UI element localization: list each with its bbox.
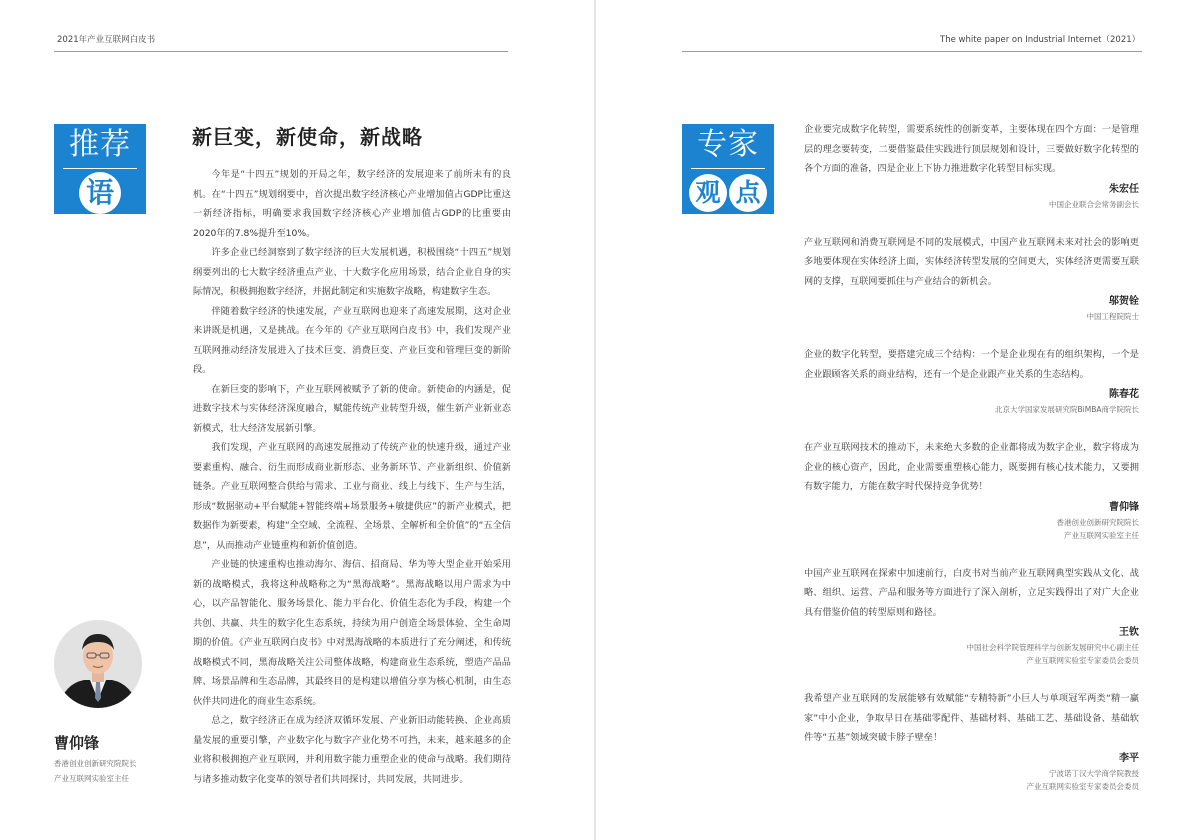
quote-author: 邬贺铨	[1109, 296, 1139, 307]
quote-author: 陈春花	[1109, 389, 1139, 400]
quote-text: 在产业互联网技术的推动下，未来绝大多数的企业都将成为数字企业，数字将成为企业的核心资产，因此，企业需要重塑核心能力，既要拥有核心技术能力，又要拥有数字能力，方能在数字时代保持竞争优势！	[804, 442, 1139, 492]
quote-role: 宁波诺丁汉大学商学院教授	[1049, 768, 1139, 778]
badge-top-text: 专家	[697, 127, 759, 162]
quote-text: 中国产业互联网在探索中加速前行，白皮书对当前产业互联网典型实践从文化、战略、组织、运营、产品和服务等方面进行了深入剖析，立足实践得出了对广大企业具有借鉴价值的转型原则和路径。	[804, 567, 1139, 618]
quote-text: 企业的数字化转型，要搭建完成三个结构：一个是企业现在有的组织架构，一个是企业跟顾客关系的商业结构，还有一个是企业跟产业关系的生态结构。	[804, 349, 1139, 380]
author-title-2: 产业互联网实验室主任	[54, 774, 129, 783]
quote-role: 产业互联网实验室主任	[1064, 530, 1139, 540]
author-photo-illustration	[54, 620, 142, 708]
badge-divider	[691, 168, 765, 169]
header-rule-left	[54, 51, 508, 52]
quote-author: 朱宏任	[1109, 183, 1139, 195]
expert-badge	[682, 124, 774, 214]
quote-text: 我希望产业互联网的发展能够有效赋能“专精特新”小巨人与单项冠军两类“精一赢家”中小企业，争取早日在基础零配件、基础材料、基础工艺、基础设备、基础软件等“五基”领域突破卡脖子壁垒！	[804, 693, 1139, 743]
expert-quote	[804, 438, 1139, 542]
page-header-right: The white paper on Industrial Internet（2021）	[940, 35, 1141, 45]
quote-author: 王钦	[1119, 627, 1139, 638]
left-page	[0, 0, 594, 840]
right-page	[596, 0, 1190, 840]
expert-quote	[804, 689, 1139, 793]
quote-role: 北京大学国家发展研究院BiMBA商学院院长	[995, 405, 1139, 414]
author-title-1: 香港创业创新研究院院长	[54, 759, 137, 768]
quote-role: 中国社会科学院管理科学与创新发展研究中心副主任	[966, 643, 1139, 652]
quote-spacer	[804, 211, 1139, 233]
paragraph: 许多企业已经洞察到了数字经济的巨大发展机遇，积极围绕“十四五”规划纲要列出的七大数字经济重点产业、十大数字化应用场景，结合企业自身的实际情况，积极拥抱数字经济，并据此制定和实施数字战略，构建数字生态。	[193, 247, 511, 297]
expert-quote	[804, 120, 1139, 211]
expert-quote	[804, 233, 1139, 324]
badge-circle-char: 观	[689, 174, 727, 212]
paragraph: 今年是“十四五”规划的开局之年，数字经济的发展迎来了前所未有的良机。在“十四五”规划纲要中，首次提出数字经济核心产业增加值占GDP比重这一新经济指标，明确要求我国数字经济核心产业增加值占GDP的比重要由2020年的7.8%提升至10%。	[193, 169, 511, 239]
badge-divider	[63, 168, 137, 169]
expert-quote	[804, 564, 1139, 668]
expert-quotes	[804, 120, 1139, 793]
badge-circle-char: 点	[729, 174, 767, 212]
article-title: 新巨变，新使命，新战略	[192, 125, 423, 149]
paragraph: 我们发现，产业互联网的高速发展推动了传统产业的快速升级，通过产业要素重构、融合、衍生而形成商业新形态、业务新环节、产业新组织、价值新链条。产业互联网整合供给与需求、工业与商业、线上与线下、生产与生活，形成“数据驱动+平台赋能+智能终端+场景服务+敏捷供应”的新产业模式，把数据作为新要素，构建“全空域、全流程、全场景、全解析和全价值”的“五全信息”，从而推动产业链重构和新价值创造。	[193, 442, 511, 551]
paragraph: 产业链的快速重构也推动海尔、海信、招商局、华为等大型企业开始采用新的战略模式，我将这种战略称之为“黑海战略”。黑海战略以用户需求为中心，以产品智能化、服务场景化、能力平台化、价值生态化为手段，构建一个共创、共赢、共生的数字化生态系统，持续为用户创造全场景体验、全生命周期的价值。《产业互联网白皮书》中对黑海战略的本质进行了充分阐述，和传统战略模式不同，黑海战略关注公司整体战略，构建商业生态系统，塑造产品品牌、场景品牌和生态品牌，其最终目的是构建以增值分享为核心机制，由生态伙伴共同进化的商业生态系统。	[193, 559, 511, 707]
badge-top-text: 推荐	[69, 127, 131, 162]
quote-author: 曹仰锋	[1109, 501, 1139, 513]
paragraph: 总之，数字经济正在成为经济双循环发展、产业新旧动能转换、企业高质量发展的重要引擎，产业数字化与数字产业化势不可挡，未来，越来越多的企业将积极拥抱产业互联网，并利用数字能力重塑企业的使命与战略。我们期待与诸多推动数字化变革的领导者们共同探讨，共同发展，共同进步。	[193, 715, 511, 785]
quote-spacer	[804, 416, 1139, 438]
quote-author: 李平	[1119, 752, 1139, 764]
quote-role: 产业互联网实验室专家委员会委员	[1026, 656, 1139, 665]
paragraph: 在新巨变的影响下，产业互联网被赋予了新的使命。新使命的内涵是，促进数字技术与实体经济深度融合，赋能传统产业转型升级，催生新产业新业态新模式，壮大经济发展新引擎。	[193, 383, 511, 434]
badge-bottom-text	[682, 172, 774, 212]
quote-spacer	[804, 323, 1139, 345]
quote-role: 香港创业创新研究院院长	[1056, 517, 1139, 527]
quote-text: 企业要完成数字化转型，需要系统性的创新变革，主要体现在四个方面：一是管理层的理念要转变，二要借鉴最佳实践进行顶层规划和设计，三要做好数字化转型的各个方面的准备，四是企业上下协力推进数字化转型目标实现。	[804, 124, 1139, 174]
quote-role: 中国企业联合会常务副会长	[1049, 199, 1139, 209]
author-name: 曹仰锋	[54, 734, 100, 752]
recommendation-badge	[54, 124, 146, 214]
quote-spacer	[804, 667, 1139, 689]
badge-circle-char: 语	[79, 172, 121, 214]
quote-spacer	[804, 542, 1139, 564]
quote-role: 产业互联网实验室专家委员会委员	[1026, 781, 1139, 791]
page-header-left: 2021年产业互联网白皮书	[57, 35, 156, 45]
header-rule-right	[682, 51, 1142, 52]
badge-bottom-text	[54, 172, 146, 214]
paragraph: 伴随着数字经济的快速发展，产业互联网也迎来了高速发展期，这对企业来讲既是机遇，又是挑战。在今年的《产业互联网白皮书》中，我们发现产业互联网推动经济发展进入了技术巨变、消费巨变、产业巨变和管理巨变的新阶段。	[193, 305, 511, 375]
article-body	[193, 165, 511, 789]
quote-role: 中国工程院院士	[1086, 312, 1139, 321]
quote-text: 产业互联网和消费互联网是不同的发展模式，中国产业互联网未来对社会的影响更多地要体现在实体经济上面，实体经济转型发展的空间更大，实体经济更需要互联网的支撑，互联网要抓住与产业结合的新机会。	[804, 236, 1139, 287]
author-portrait	[54, 620, 142, 708]
expert-quote	[804, 345, 1139, 416]
